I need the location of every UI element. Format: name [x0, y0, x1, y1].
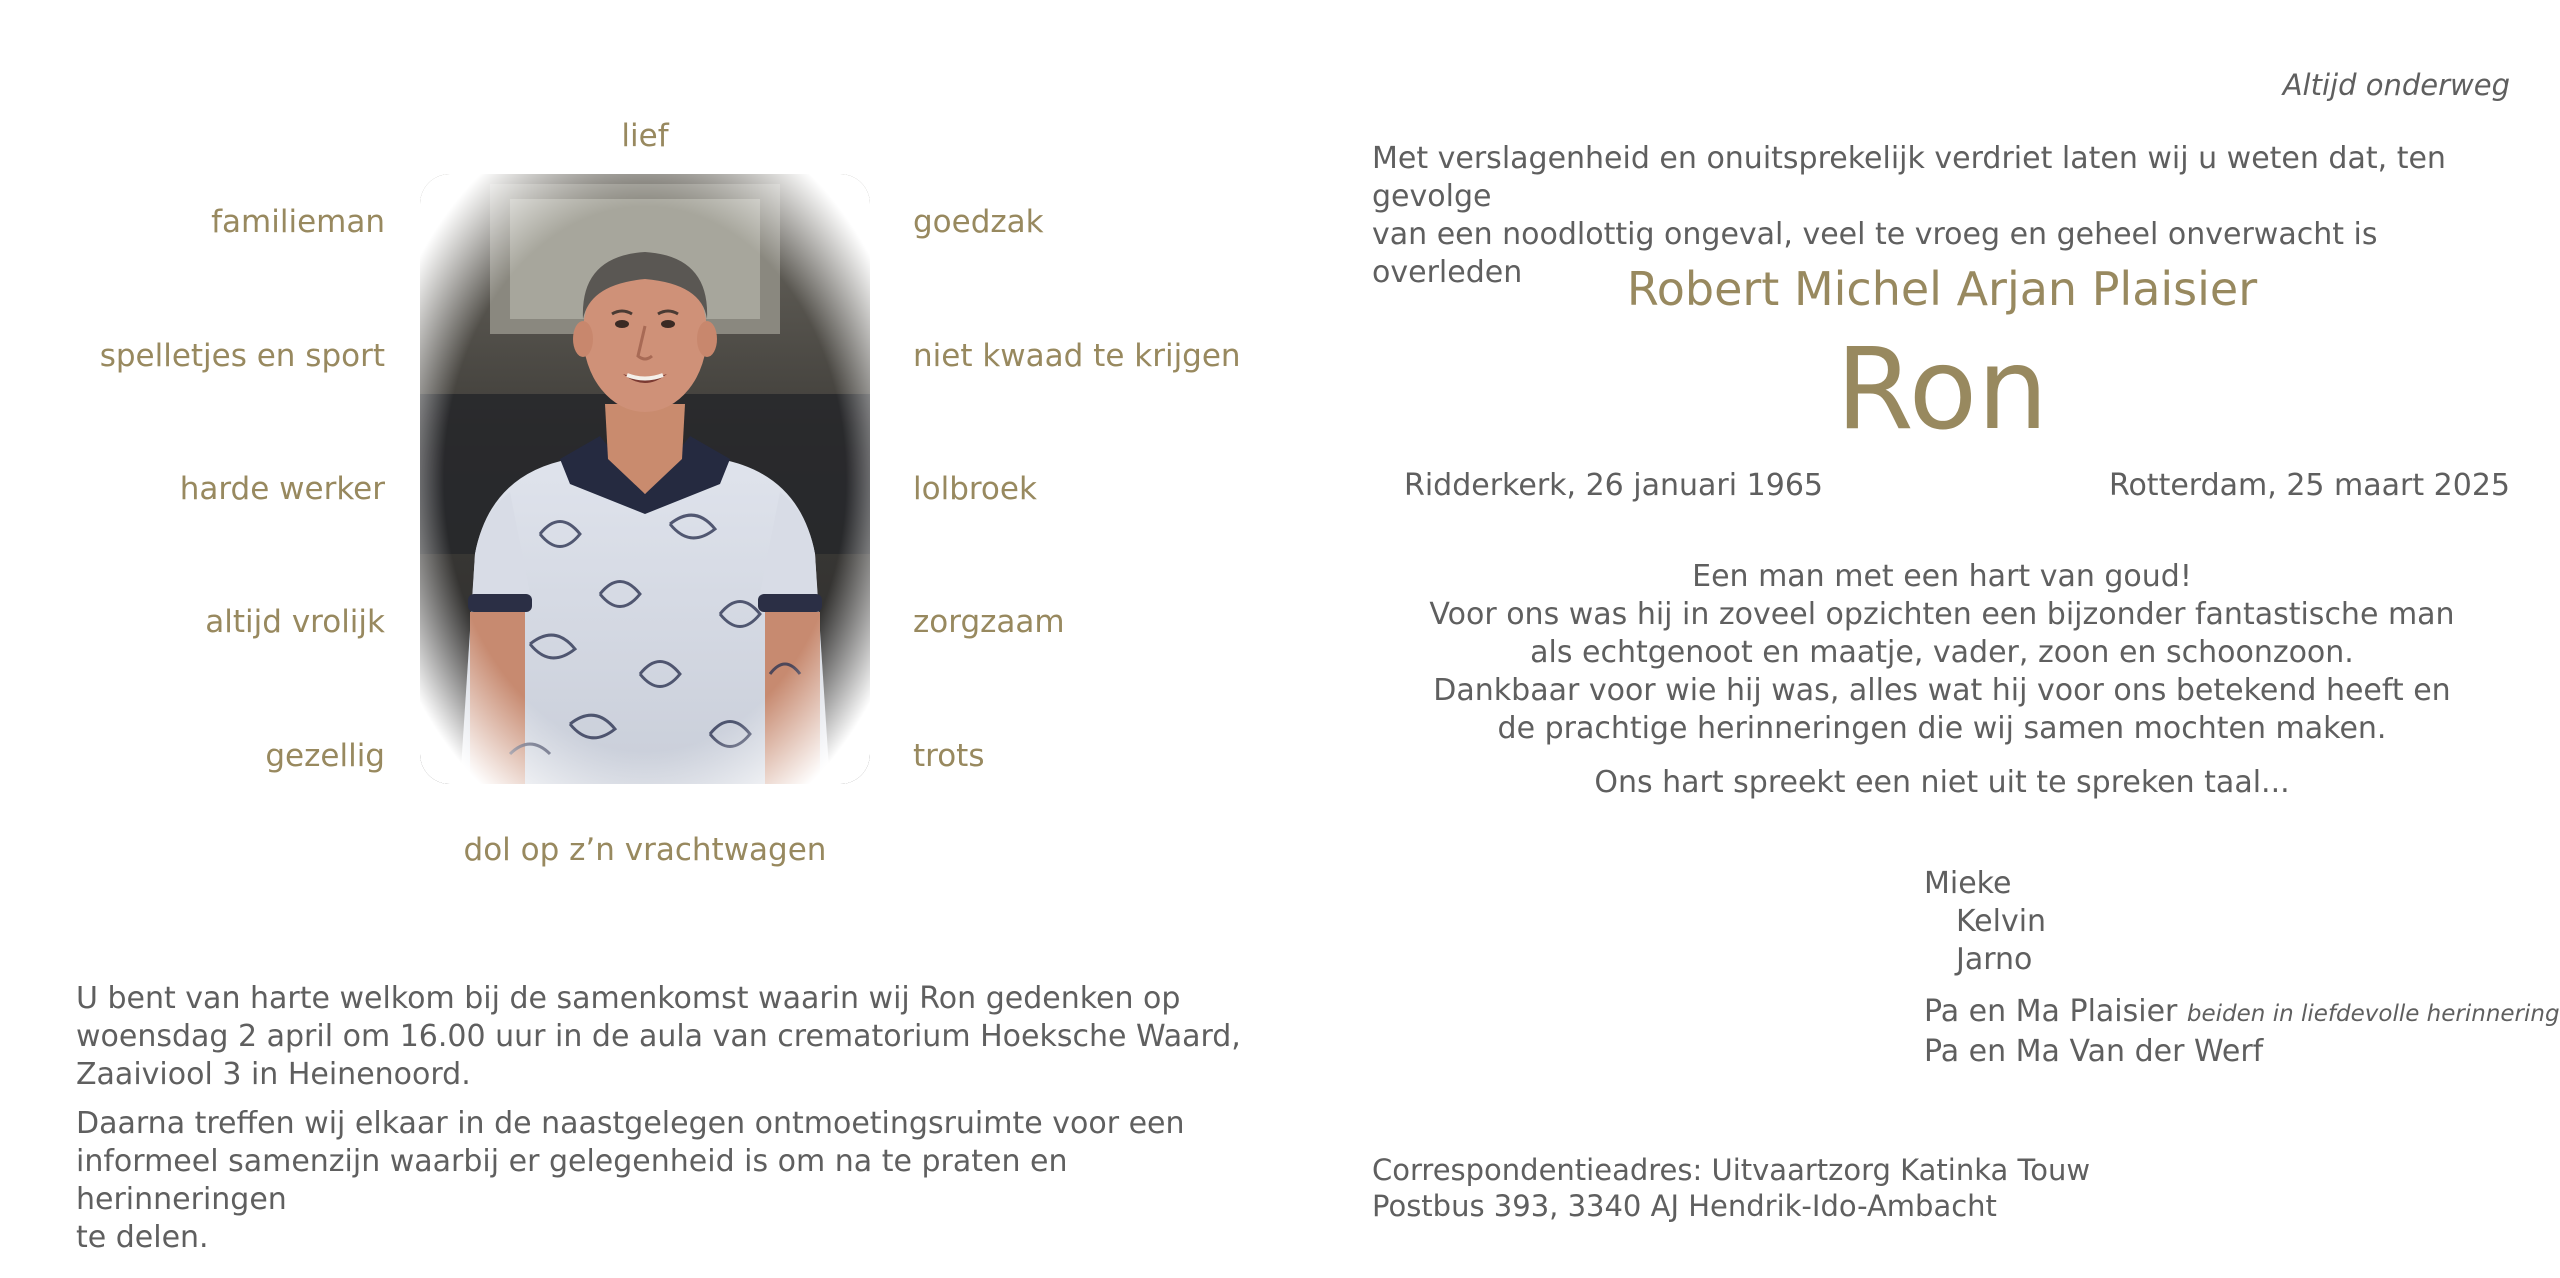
intro-text: Met verslagenheid en onuitsprekelijk verdriet laten wij u weten dat, ten gevolge van een noodlottig ongeval, veel te vroeg en geheel onverwacht is overleden — [1372, 141, 2446, 290]
photo-word-top: lief — [621, 118, 669, 154]
family-parents-note: beiden in liefdevolle herinnering — [2186, 1001, 2560, 1027]
photo-word-right-2: niet kwaad te krijgen — [913, 338, 1241, 374]
closing-line: Ons hart spreekt een niet uit te spreken taal... — [1594, 765, 2290, 800]
photo-word-left-3: harde werker — [179, 471, 385, 507]
photo-word-right-4: zorgzaam — [913, 604, 1065, 640]
family-parents-line — [1924, 993, 2560, 1033]
full-name: Robert Michel Arjan Plaisier — [1626, 262, 2258, 316]
family-partner: Mieke — [1924, 866, 2012, 901]
death-place-date: Rotterdam, 25 maart 2025 — [2108, 468, 2510, 503]
photo-word-bottom: dol op z’n vrachtwagen — [463, 832, 827, 868]
family-spacer — [1924, 979, 2560, 993]
family-parents: Pa en Ma Plaisier — [1924, 994, 2178, 1029]
photo-word-right-5: trots — [913, 738, 985, 774]
verse-text: Een man met een hart van goud! Voor ons was hij in zoveel opzichten een bijzonder fantastische man als echtgenoot en maatje, vader, zoon en schoonzoon. Dankbaar voor wie hij was, alles wat hij voor ons betekend heeft en de prachtige herinneringen die wij samen mochten maken. — [1429, 559, 2455, 746]
family-in-laws: Pa en Ma Van der Werf — [1924, 1034, 2264, 1069]
call-name: Ron — [1835, 325, 2049, 455]
family-child-1: Kelvin — [1956, 904, 2047, 939]
invitation-paragraph-2: Daarna treffen wij elkaar in de naastgelegen ontmoetingsruimte voor een informeel samenzijn waarbij er gelegenheid is om na te praten en herinneringen te delen. — [76, 1106, 1185, 1255]
photo-word-left-2: spelletjes en sport — [99, 338, 385, 374]
family-child-2: Jarno — [1956, 942, 2033, 977]
photo-word-right-3: lolbroek — [913, 471, 1037, 507]
portrait-photo — [420, 174, 870, 784]
correspondence-address: Correspondentieadres: Uitvaartzorg Katinka Touw Postbus 393, 3340 AJ Hendrik-Ido-Ambacht — [1372, 1153, 2091, 1223]
photo-word-left-5: gezellig — [265, 738, 385, 774]
invitation-text — [76, 980, 1256, 1257]
photo-word-left-4: altijd vrolijk — [205, 604, 385, 640]
motto: Altijd onderweg — [2282, 68, 2510, 102]
birth-place-date: Ridderkerk, 26 januari 1965 — [1404, 468, 1823, 503]
invitation-paragraph-1: U bent van harte welkom bij de samenkomst waarin wij Ron gedenken op woensdag 2 april om 16.00 uur in de aula van crematorium Hoeksche Waard, Zaaiviool 3 in Heinenoord. — [76, 981, 1241, 1092]
photo-word-left-1: familieman — [211, 204, 385, 240]
family-signatures — [1924, 865, 2560, 1071]
photo-word-right-1: goedzak — [913, 204, 1044, 240]
